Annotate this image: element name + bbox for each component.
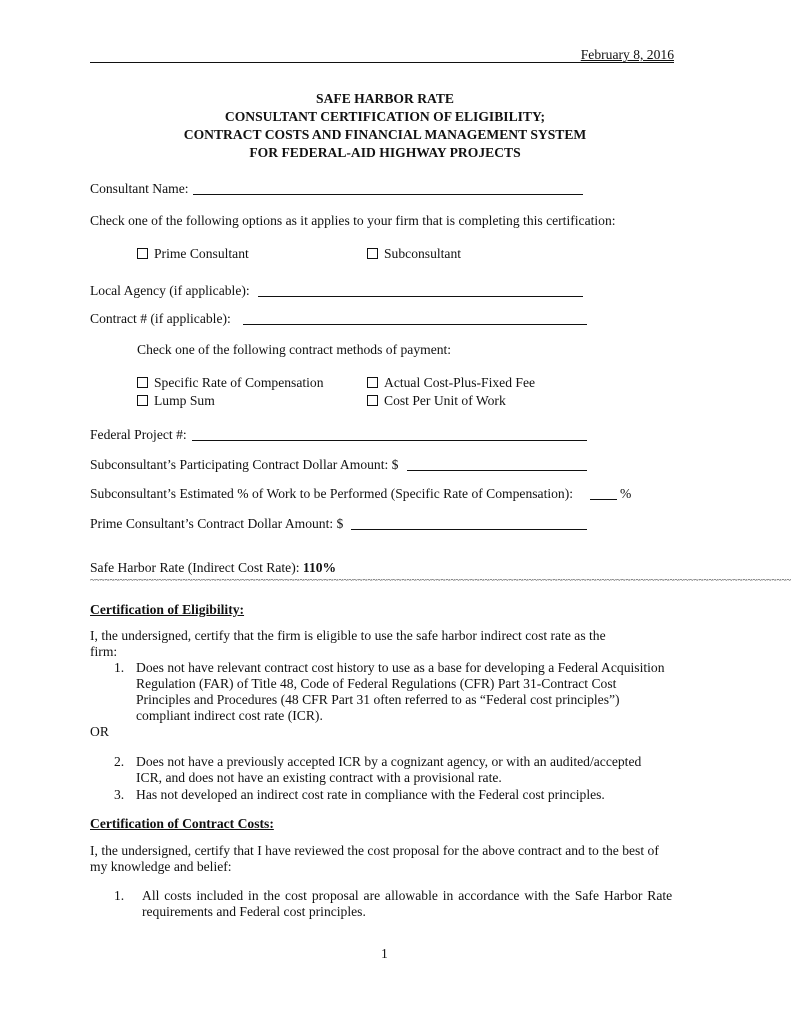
contract-costs-item-1-line-2: requirements and Federal cost principles. — [142, 904, 366, 919]
lump-sum-option — [137, 392, 215, 409]
eligibility-item-2-line-2: ICR, and does not have an existing contract with a provisional rate. — [136, 770, 502, 785]
sub-estimated-pct-field[interactable] — [590, 499, 617, 500]
cost-per-unit-option — [367, 392, 506, 409]
prime-consultant-label: Prime Consultant — [154, 246, 249, 261]
contract-costs-heading: Certification of Contract Costs: — [90, 816, 274, 831]
subconsultant-label: Subconsultant — [384, 246, 462, 261]
actual-cost-option — [367, 374, 535, 391]
eligibility-item-2-line-1: Does not have a previously accepted ICR by a cognizant agency, or with an audited/accepted — [136, 754, 642, 769]
title-line-3-text: CONTRACT COSTS AND FINANCIAL MANAGEMENT SYSTEM — [183, 127, 587, 142]
lump-sum-checkbox[interactable] — [137, 395, 148, 406]
consultant-name-label: Consultant Name: — [90, 181, 189, 196]
safe-harbor-label: Safe Harbor Rate (Indirect Cost Rate): — [90, 560, 300, 575]
lump-sum-label: Lump Sum — [154, 393, 215, 408]
specific-rate-option — [137, 374, 324, 391]
sub-dollar-amount-label: Subconsultant’s Participating Contract Dollar Amount: $ — [90, 457, 399, 472]
contract-costs-item-1-number: 1. — [114, 888, 125, 903]
contract-number-label: Contract # (if applicable): — [90, 311, 231, 326]
eligibility-heading: Certification of Eligibility: — [90, 602, 245, 617]
prime-dollar-amount-field[interactable] — [351, 529, 587, 530]
eligibility-intro-line-2: firm: — [90, 644, 118, 659]
tilde-divider: ~~~~~~~~~~~~~~~~~~~~~~~~~~~~~~~~~~~~~~~~~~~~~~~~~~~~~~~~~~~~~~~~~~~~~~~~~~~~~~~~~~~~~~~~~~~~~~~~~~~~~~~~~~~~~~~~~~~~~~~~~~~~~~~~~~~~~~~~~~~~~~~~ — [90, 575, 791, 585]
eligibility-or: OR — [90, 724, 109, 739]
page-number: 1 — [381, 946, 388, 961]
prime-dollar-amount-label: Prime Consultant’s Contract Dollar Amount: $ — [90, 516, 344, 531]
title-line-4 — [0, 144, 770, 163]
federal-project-field[interactable] — [192, 440, 587, 441]
contract-costs-item-1-line-1: All costs included in the cost proposal are allowable in accordance with the Safe Harbor Rate — [142, 888, 673, 903]
title-line-1-text: SAFE HARBOR RATE — [316, 91, 454, 106]
consultant-name-field[interactable] — [193, 194, 583, 195]
safe-harbor-value: 110% — [302, 560, 337, 575]
eligibility-item-1-line-1: Does not have relevant contract cost history to use as a base for developing a Federal Acquisition — [136, 660, 665, 675]
header-date: February 8, 2016 — [580, 47, 674, 62]
local-agency-label: Local Agency (if applicable): — [90, 283, 250, 298]
local-agency-field[interactable] — [258, 296, 583, 297]
payment-instruction: Check one of the following contract methods of payment: — [137, 342, 452, 357]
eligibility-item-2-number: 2. — [114, 754, 125, 769]
eligibility-item-1-line-4: compliant indirect cost rate (ICR). — [136, 708, 323, 723]
federal-project-label: Federal Project #: — [90, 427, 187, 442]
eligibility-item-3-number: 3. — [114, 787, 125, 802]
subconsultant-option — [367, 245, 461, 262]
eligibility-item-1-line-2: Regulation (FAR) of Title 48, Code of Federal Regulations (CFR) Part 31-Contract Cost — [136, 676, 617, 691]
sub-estimated-pct-label: Subconsultant’s Estimated % of Work to be Performed (Specific Rate of Compensation): — [90, 486, 574, 501]
specific-rate-checkbox[interactable] — [137, 377, 148, 388]
pct-sign: % — [620, 486, 632, 501]
prime-consultant-checkbox[interactable] — [137, 248, 148, 259]
specific-rate-label: Specific Rate of Compensation — [154, 375, 324, 390]
contract-costs-intro-line-2: my knowledge and belief: — [90, 859, 232, 874]
eligibility-item-1-line-3: Principles and Procedures (48 CFR Part 31 often referred to as “Federal cost principles”) — [136, 692, 620, 707]
contract-number-field[interactable] — [243, 324, 587, 325]
eligibility-item-1-number: 1. — [114, 660, 125, 675]
contract-costs-intro-line-1: I, the undersigned, certify that I have reviewed the cost proposal for the above contract and to the best of — [90, 843, 659, 858]
eligibility-item-3-line-1: Has not developed an indirect cost rate in compliance with the Federal cost principles. — [136, 787, 605, 802]
sub-dollar-amount-field[interactable] — [407, 470, 587, 471]
check-instruction: Check one of the following options as it applies to your firm that is completing this certification: — [90, 213, 616, 228]
title-line-1 — [0, 90, 770, 109]
title-line-3 — [0, 126, 770, 145]
cost-per-unit-checkbox[interactable] — [367, 395, 378, 406]
title-line-2-text: CONSULTANT CERTIFICATION OF ELIGIBILITY; — [224, 109, 546, 124]
prime-consultant-option — [137, 245, 249, 262]
actual-cost-checkbox[interactable] — [367, 377, 378, 388]
title-line-4-text: FOR FEDERAL-AID HIGHWAY PROJECTS — [249, 145, 521, 160]
safe-harbor-rate — [90, 559, 336, 576]
eligibility-intro-line-1: I, the undersigned, certify that the firm is eligible to use the safe harbor indirect cost rate as the — [90, 628, 606, 643]
subconsultant-checkbox[interactable] — [367, 248, 378, 259]
cost-per-unit-label: Cost Per Unit of Work — [384, 393, 506, 408]
actual-cost-label: Actual Cost-Plus-Fixed Fee — [384, 375, 536, 390]
title-line-2 — [0, 108, 770, 127]
